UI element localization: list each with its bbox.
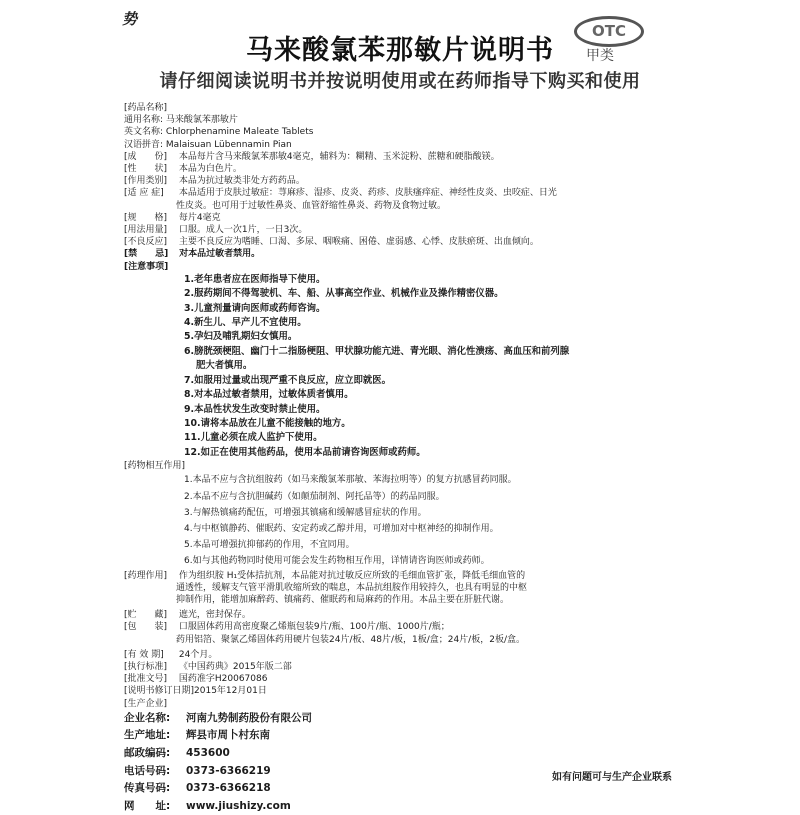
indication-row: [124, 187, 664, 199]
company-address-row: [124, 727, 664, 745]
field-label: [作用类别]: [124, 176, 168, 187]
field-value: 通透性，缓解支气管平滑肌收缩所致的喘息，本品抗组胺作用较持久，也具有明显的中枢: [176, 582, 528, 593]
character-row: [124, 163, 664, 175]
storage-row: [124, 609, 664, 621]
contraindication-row: [124, 248, 664, 260]
list-item: 2.本品不应与含抗胆碱药（如颠茄制剂、阿托品等）的药品同服。: [184, 491, 445, 502]
field-label: [成 份]: [124, 151, 168, 162]
field-label: 汉语拼音:: [124, 139, 164, 150]
composition-row: [124, 151, 664, 163]
approval-row: [124, 673, 664, 685]
precautions-list: [124, 273, 664, 460]
field-value: 口服固体药用高密度聚乙烯瓶包装9片/瓶、100片/瓶、1000片/瓶；: [178, 622, 450, 633]
interactions-list: [124, 472, 664, 569]
pharmacology-row: [124, 570, 664, 582]
field-value: 口服。成人一次1片，一日3次。: [178, 225, 308, 236]
field-value: 抑制作用，能增加麻醉药、镇痛药、催眠药和局麻药的作用。本品主要在肝脏代谢。: [176, 594, 510, 605]
otc-badge: OTC: [574, 16, 644, 47]
list-item: 10.请将本品放在儿童不能接触的地方。: [184, 417, 351, 429]
field-value: 24个月。: [178, 649, 218, 660]
list-item: 6.膀胱颈梗阻、幽门十二指肠梗阻、甲状腺功能亢进、青光眼、消化性溃疡、高血压和前列腺: [184, 345, 570, 357]
section-label: [生产企业]: [124, 698, 168, 709]
pharmacology-row-cont: [124, 594, 664, 606]
field-value: 0373-6366219: [186, 764, 271, 777]
field-value: www.jiushizy.com: [186, 799, 291, 812]
field-label: 通用名称:: [124, 115, 164, 126]
company-website-row: [124, 798, 664, 815]
field-value: 每片4毫克: [178, 212, 221, 223]
field-label: 英文名称:: [124, 127, 164, 138]
field-label: 电话号码:: [124, 764, 171, 777]
company-name-row: [124, 710, 664, 728]
field-value: Chlorphenamine Maleate Tablets: [165, 127, 314, 138]
document-title: 马来酸氯苯那敏片说明书: [246, 35, 554, 66]
field-label: [执行标准]: [124, 661, 168, 672]
field-label: [药理作用]: [124, 570, 168, 581]
indication-row-cont: [124, 200, 664, 212]
field-value: 《中国药典》2015年版二部: [178, 661, 292, 672]
field-label: 邮政编码:: [124, 746, 171, 759]
field-value: 0373-6366218: [186, 782, 271, 795]
section-label: [注意事项]: [124, 261, 169, 272]
field-value: 国药准字H20067086: [178, 674, 268, 685]
field-label: [性 状]: [124, 164, 168, 175]
revision-row: [124, 685, 664, 697]
list-item: 1.本品不应与含抗组胺药（如马来酸氯苯那敏、苯海拉明等）的复方抗感冒药同服。: [184, 475, 517, 486]
english-name-row: [124, 126, 664, 138]
field-label: 网 址:: [124, 799, 171, 812]
field-value: 本品为白色片。: [178, 164, 242, 175]
interactions-section: [124, 460, 664, 472]
list-item: 3.与解热镇痛药配伍，可增强其镇痛和缓解感冒症状的作用。: [184, 507, 427, 518]
list-item: 4.新生儿、早产儿不宜使用。: [184, 317, 307, 329]
field-value: 性皮炎。也可用于过敏性鼻炎、血管舒缩性鼻炎、药物及食物过敏。: [176, 200, 447, 211]
field-label: 传真号码:: [124, 782, 171, 795]
field-value: 河南九势制药股份有限公司: [186, 711, 312, 724]
field-value: 对本品过敏者禁用。: [179, 249, 261, 260]
list-item: 9.本品性状发生改变时禁止使用。: [184, 403, 326, 415]
section-label: [药品名称]: [124, 103, 168, 113]
company-logo: 势: [122, 10, 138, 28]
field-value: Malaisuan Lübennamin Pian: [165, 139, 292, 150]
validity-row: [124, 649, 664, 661]
field-value: 作为组织胺 H₁受体拮抗剂，本品能对抗过敏反应所致的毛细血管扩张，降低毛细血管的: [178, 570, 526, 581]
pharmacology-row-cont: [124, 582, 664, 594]
manufacturer-section: [124, 698, 664, 710]
field-label: [贮 藏]: [124, 610, 168, 621]
contact-note: 如有问题可与生产企业联系: [552, 772, 672, 783]
field-label: [有 效 期]: [124, 649, 164, 660]
field-label: [包 装]: [124, 622, 168, 633]
field-value: 辉县市周卜村东南: [186, 729, 270, 742]
field-value: 马来酸氯苯那敏片: [165, 115, 238, 126]
section-label: [药物相互作用]: [124, 461, 186, 472]
spec-row: [124, 212, 664, 224]
field-value: 本品每片含马来酸氯苯那敏4毫克，辅料为：糊精、玉米淀粉、蔗糖和硬脂酸镁。: [178, 151, 500, 162]
list-item: 7.如服用过量或出现严重不良反应，应立即就医。: [184, 374, 391, 386]
field-value: 2015年12月01日: [194, 686, 267, 697]
otc-class-label: 甲类: [586, 48, 614, 64]
list-item: 1.老年患者应在医师指导下使用。: [184, 273, 326, 285]
packaging-row-cont: [124, 634, 664, 646]
field-label: [禁 忌]: [124, 249, 169, 260]
list-item: 5.本品可增强抗抑郁药的作用，不宜同用。: [184, 540, 355, 551]
field-value: 本品为抗过敏类非处方药药品。: [178, 176, 305, 187]
list-item: 肥大者慎用。: [196, 360, 253, 372]
list-item: 12.如正在使用其他药品，使用本品前请咨询医师或药师。: [184, 446, 426, 458]
precautions-section: [124, 261, 664, 273]
leaflet-body: [124, 102, 664, 815]
document-subtitle: 请仔细阅读说明书并按说明使用或在药师指导下购买和使用: [159, 71, 641, 92]
list-item: 2.服药期间不得驾驶机、车、船、从事高空作业、机械作业及操作精密仪器。: [184, 288, 504, 300]
category-row: [124, 175, 664, 187]
packaging-row: [124, 621, 664, 633]
drug-name-section: [124, 102, 664, 114]
list-item: 5.孕妇及哺乳期妇女慎用。: [184, 331, 298, 343]
adverse-row: [124, 236, 664, 248]
generic-name-row: [124, 114, 664, 126]
field-label: [批准文号]: [124, 674, 168, 685]
pinyin-name-row: [124, 139, 664, 151]
list-item: 3.儿童剂量请向医师或药师咨询。: [184, 302, 326, 314]
field-value: 药用铝箔、聚氯乙烯固体药用硬片包装24片/板、48片/板，1板/盒；24片/板，2板/盒。: [176, 634, 525, 645]
field-value: 主要不良反应为嗜睡、口渴、多尿、咽喉痛、困倦、虚弱感、心悸、皮肤瘀斑、出血倾向。: [178, 237, 539, 248]
list-item: 8.对本品过敏者禁用，过敏体质者慎用。: [184, 389, 354, 401]
field-value: 453600: [186, 746, 230, 759]
field-label: 企业名称:: [124, 711, 171, 724]
field-label: [不良反应]: [124, 237, 168, 248]
list-item: 6.如与其他药物同时使用可能会发生药物相互作用，详情请咨询医师或药师。: [184, 556, 490, 567]
standard-row: [124, 661, 664, 673]
list-item: 4.与中枢镇静药、催眠药、安定药或乙醇并用，可增加对中枢神经的抑制作用。: [184, 523, 499, 534]
field-label: [规 格]: [124, 212, 168, 223]
field-label: 生产地址:: [124, 729, 171, 742]
usage-row: [124, 224, 664, 236]
field-value: 遮光，密封保存。: [178, 610, 251, 621]
company-postcode-row: [124, 745, 664, 763]
field-label: [用法用量]: [124, 225, 168, 236]
list-item: 11.儿童必须在成人监护下使用。: [184, 432, 323, 444]
field-value: 本品适用于皮肤过敏症：荨麻疹、湿疹、皮炎、药疹、皮肤瘙痒症、神经性皮炎、虫咬症、日光: [178, 188, 557, 199]
field-label: [说明书修订日期]: [124, 686, 195, 697]
field-label: [适 应 症]: [124, 188, 164, 199]
